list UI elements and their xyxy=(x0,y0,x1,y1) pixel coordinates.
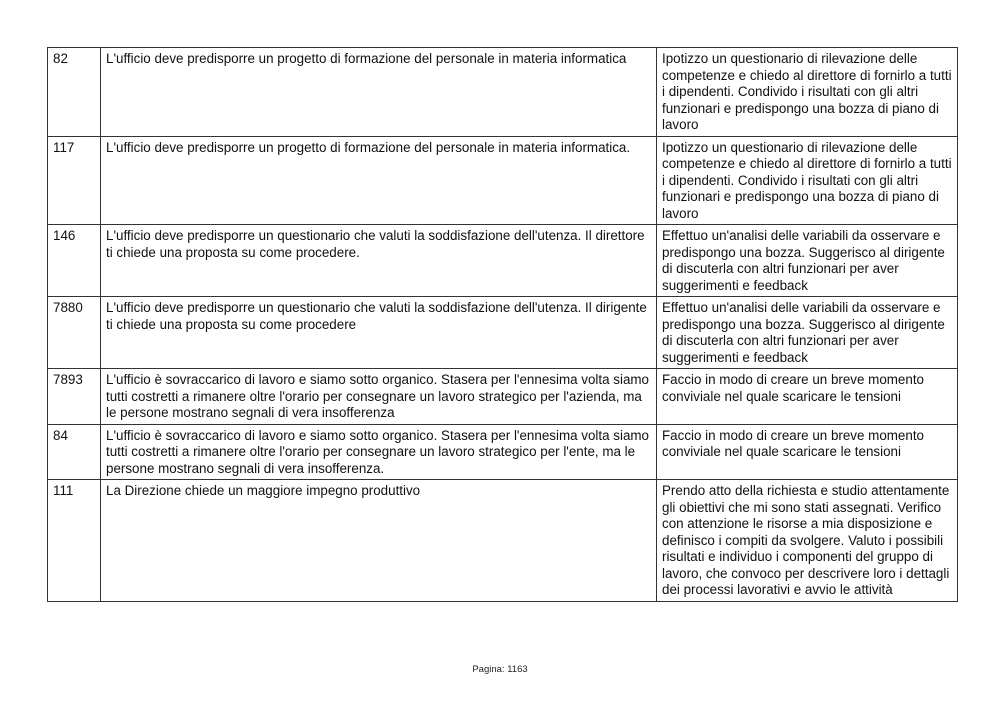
table-row xyxy=(48,369,958,425)
page-number: Pagina: 1163 xyxy=(472,664,528,675)
question-number: 7893 xyxy=(48,369,101,425)
questions-table xyxy=(47,47,958,602)
response-text: Faccio in modo di creare un breve momento conviviale nel quale scaricare le tensioni xyxy=(657,369,958,425)
table-row xyxy=(48,297,958,369)
question-number: 117 xyxy=(48,136,101,225)
question-number: 146 xyxy=(48,225,101,297)
response-text: Faccio in modo di creare un breve momento conviviale nel quale scaricare le tensioni xyxy=(657,424,958,480)
situation-text: L'ufficio deve predisporre un questionario che valuti la soddisfazione dell'utenza. Il direttore ti chiede una proposta su come procedere. xyxy=(101,225,657,297)
response-text: Prendo atto della richiesta e studio attentamente gli obiettivi che mi sono stati assegnati. Verifico con attenzione le risorse a mia disposizione e definisco i compiti da svolgere. Valuto i possibili risultati e individuo i componenti del gruppo di lavoro, che convoco per descrivere loro i dettagli dei processi lavorativi e avvio le attività xyxy=(657,480,958,602)
response-text: Effettuo un'analisi delle variabili da osservare e predispongo una bozza. Suggerisco al dirigente di discuterla con altri funzionari per aver suggerimenti e feedback xyxy=(657,297,958,369)
question-number: 84 xyxy=(48,424,101,480)
table-row xyxy=(48,48,958,137)
situation-text: L'ufficio è sovraccarico di lavoro e siamo sotto organico. Stasera per l'ennesima volta siamo tutti costretti a rimanere oltre l'orario per consegnare un lavoro strategico per l'ente, ma le persone mostrano segnali di vera insofferenza. xyxy=(101,424,657,480)
table-row xyxy=(48,136,958,225)
question-number: 111 xyxy=(48,480,101,602)
table-row xyxy=(48,225,958,297)
question-number: 7880 xyxy=(48,297,101,369)
table-row xyxy=(48,424,958,480)
response-text: Effettuo un'analisi delle variabili da osservare e predispongo una bozza. Suggerisco al dirigente di discuterla con altri funzionari per aver suggerimenti e feedback xyxy=(657,225,958,297)
response-text: Ipotizzo un questionario di rilevazione delle competenze e chiedo al direttore di fornirlo a tutti i dipendenti. Condivido i risultati con gli altri funzionari e predispongo una bozza di piano di lavoro xyxy=(657,48,958,137)
situation-text: L'ufficio deve predisporre un questionario che valuti la soddisfazione dell'utenza. Il dirigente ti chiede una proposta su come procedere xyxy=(101,297,657,369)
situation-text: La Direzione chiede un maggiore impegno produttivo xyxy=(101,480,657,602)
situation-text: L'ufficio è sovraccarico di lavoro e siamo sotto organico. Stasera per l'ennesima volta siamo tutti costretti a rimanere oltre l'orario per consegnare un lavoro strategico per l'azienda, ma le persone mostrano segnali di vera insofferenza xyxy=(101,369,657,425)
question-number: 82 xyxy=(48,48,101,137)
situation-text: L'ufficio deve predisporre un progetto di formazione del personale in materia informatica xyxy=(101,48,657,137)
situation-text: L'ufficio deve predisporre un progetto di formazione del personale in materia informatica. xyxy=(101,136,657,225)
table-row xyxy=(48,480,958,602)
response-text: Ipotizzo un questionario di rilevazione delle competenze e chiedo al direttore di fornirlo a tutti i dipendenti. Condivido i risultati con gli altri funzionari e predispongo una bozza di piano di lavoro xyxy=(657,136,958,225)
